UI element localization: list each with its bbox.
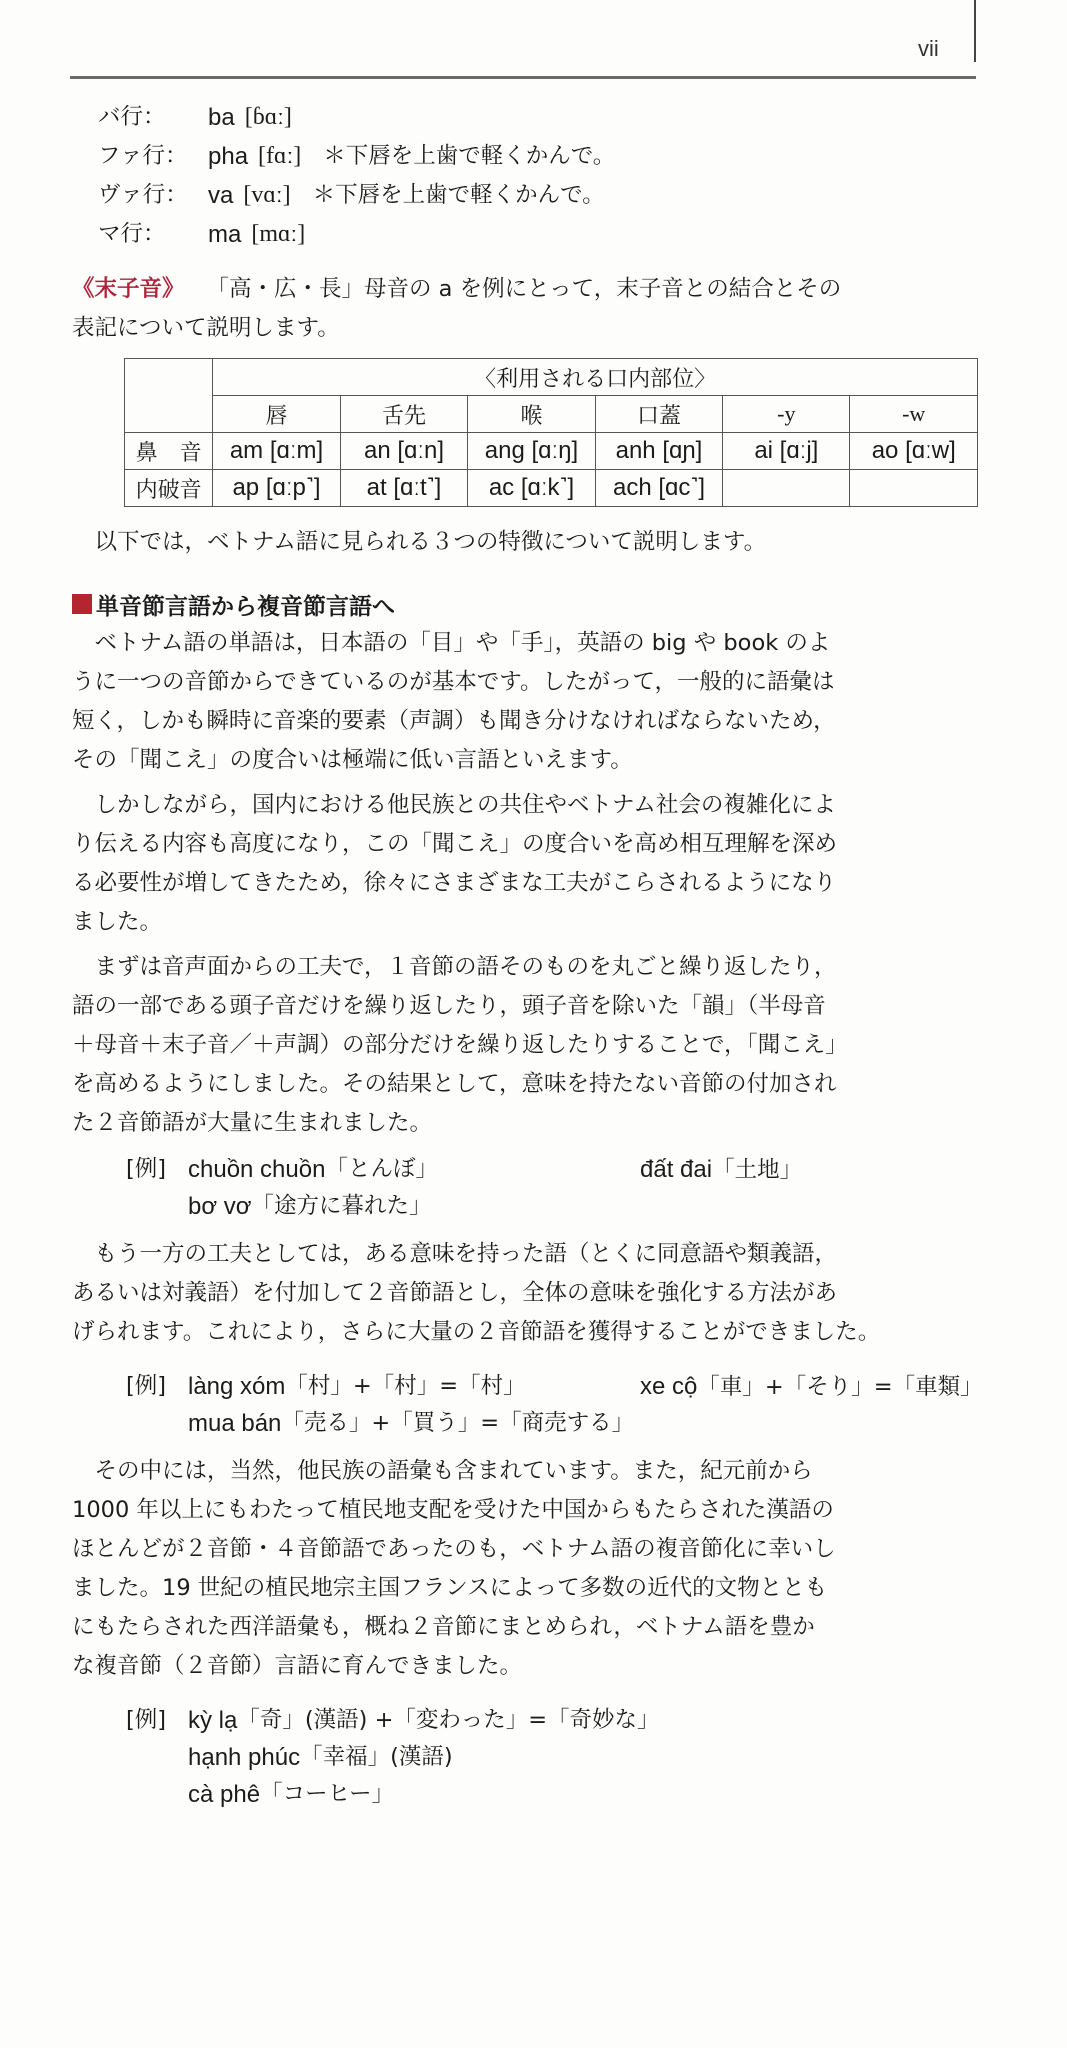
section-heading — [72, 584, 978, 624]
example-gloss: 「幸福」(漢語) — [300, 1744, 453, 1770]
paragraph — [72, 624, 978, 780]
text-line: その中には，当然，他民族の語彙も含まれています。また，紀元前から — [94, 1458, 813, 1484]
column-header: 喉 — [468, 396, 596, 433]
example-block — [72, 1368, 983, 1442]
text-line: もう一方の工夫としては，ある意味を持った語（とくに同意語や類義語， — [94, 1241, 838, 1267]
roman: va — [208, 182, 234, 209]
ipa: [ɓɑː] — [244, 104, 292, 130]
final-consonant-tag: 《末子音》 — [72, 276, 185, 302]
section-title: 単音節言語から複音節言語へ — [96, 593, 395, 620]
table-corner — [125, 359, 213, 433]
example-gloss: 「村」+「村」=「村」 — [285, 1373, 526, 1399]
text-line: あるいは対義語）を付加して２音節語とし，全体の意味を強化する方法があ — [72, 1280, 838, 1306]
example-gloss: 「とんぼ」 — [325, 1156, 438, 1182]
example-tag: [例] — [126, 1707, 167, 1733]
intro-text: 「高・広・長」母音の a を例にとって，末子音との結合とその — [206, 276, 842, 302]
example-block — [72, 1151, 978, 1225]
example-vietnamese: xe cộ — [640, 1373, 698, 1400]
example-gloss: 「車」+「そり」=「車類」 — [697, 1374, 983, 1400]
text-line: り伝える内容も高度になり，この「聞こえ」の度合いを高め相互理解を深め — [72, 831, 838, 857]
text-line: 語の一部である頭子音だけを繰り返したり，頭子音を除いた「韻」（半母音 — [72, 993, 826, 1019]
text-line: ました。 — [72, 909, 163, 935]
example-vietnamese: cà phê — [188, 1781, 261, 1808]
example-gloss: 「土地」 — [712, 1157, 803, 1183]
example-block — [72, 1702, 978, 1813]
example-vietnamese: chuồn chuồn — [188, 1156, 326, 1183]
column-header: -y — [723, 396, 850, 433]
consonant-row — [72, 98, 978, 137]
note: ＊下唇を上歯で軽くかんで。 — [323, 143, 616, 169]
table-cell: ac [ɑːk˺] — [468, 470, 596, 507]
column-header: -w — [850, 396, 978, 433]
row-label: ヴァ行： — [98, 182, 188, 208]
column-header: 舌先 — [340, 396, 467, 433]
column-header: 口蓋 — [595, 396, 722, 433]
final-consonant-intro — [72, 270, 978, 348]
intro-text: 表記について説明します。 — [72, 315, 340, 341]
row-header: 鼻 音 — [125, 433, 213, 470]
table-row — [125, 433, 978, 470]
text-line: しかしながら，国内における他民族との共住やベトナム社会の複雑化によ — [94, 792, 836, 818]
text-line: にもたらされた西洋語彙も，概ね２音節にまとめられ，ベトナム語を豊か — [72, 1614, 815, 1640]
roman: ma — [208, 221, 242, 248]
ipa: [vɑː] — [243, 182, 291, 208]
table-cell: anh [ɑɲ] — [595, 433, 722, 470]
example-tag: [例] — [126, 1156, 167, 1182]
example-vietnamese: mua bán — [188, 1410, 282, 1437]
ipa: [mɑː] — [251, 221, 306, 247]
text-line: 短く，しかも瞬時に音楽的要素（声調）も聞き分けなければならないため， — [72, 708, 836, 734]
square-bullet-icon — [72, 594, 92, 614]
roman: pha — [208, 143, 249, 170]
text-line: た２音節語が大量に生まれました。 — [72, 1110, 433, 1136]
text-line: ＋母音＋末子音／＋声調）の部分だけを繰り返したりすることで，「聞こえ」 — [72, 1032, 848, 1058]
example-vietnamese: bơ vơ — [188, 1193, 252, 1220]
table-cell: at [ɑːt˺] — [340, 470, 467, 507]
example-vietnamese: hạnh phúc — [188, 1744, 301, 1771]
header-vertical-line — [974, 0, 976, 62]
row-label: ファ行： — [98, 143, 188, 169]
table-cell: ai [ɑːj] — [723, 433, 850, 470]
example-vietnamese: làng xóm — [188, 1373, 286, 1400]
example-gloss: 「途方に暮れた」 — [251, 1193, 432, 1219]
example-gloss: 「売る」+「買う」=「商売する」 — [281, 1410, 635, 1436]
text-line: 1000 年以上にもわたって植民地支配を受けた中国からもたらされた漢語の — [72, 1497, 834, 1523]
row-label: バ行： — [98, 104, 166, 130]
consonant-row — [72, 137, 978, 176]
table-cell: ang [ɑːŋ] — [468, 433, 596, 470]
text-line: ました。19 世紀の植民地宗主国フランスによって多数の近代的文物ととも — [72, 1575, 828, 1601]
consonant-row — [72, 215, 978, 254]
table-cell — [850, 470, 978, 507]
example-tag: [例] — [126, 1373, 167, 1399]
paragraph — [72, 1235, 978, 1352]
final-consonant-table — [124, 358, 978, 507]
example-gloss: 「奇」(漢語) +「変わった」=「奇妙な」 — [237, 1707, 660, 1733]
ipa: [fɑː] — [258, 143, 302, 169]
text-line: る必要性が増してきたため，徐々にさまざまな工夫がこらされるようになり — [72, 870, 837, 896]
header-rule — [70, 76, 976, 79]
paragraph — [72, 948, 978, 1143]
text-line: ほとんどが２音節・４音節語であったのも，ベトナム語の複音節化に幸いし — [72, 1536, 836, 1562]
text-line: まずは音声面からの工夫で，１音節の語そのものを丸ごと繰り返したり， — [94, 954, 837, 980]
text-line: うに一つの音節からできているのが基本です。したがって，一般的に語彙は — [72, 669, 835, 695]
table-cell — [723, 470, 850, 507]
text-line: な複音節（２音節）言語に育んできました。 — [72, 1653, 523, 1679]
table-cell: ap [ɑːp˺] — [213, 470, 341, 507]
table-cell: ach [ɑc˺] — [595, 470, 722, 507]
consonant-row — [72, 176, 978, 215]
page-number: vii — [918, 36, 939, 61]
example-vietnamese: đất đai — [640, 1156, 713, 1183]
example-vietnamese: kỳ lạ — [188, 1707, 238, 1734]
table-cell: am [ɑːm] — [213, 433, 341, 470]
example-gloss: 「コーヒー」 — [260, 1781, 395, 1807]
text-line: を高めるようにしました。その結果として，意味を持たない音節の付加され — [72, 1071, 837, 1097]
table-row — [125, 470, 978, 507]
table-cell: ao [ɑːw] — [850, 433, 978, 470]
paragraph — [72, 786, 978, 942]
page-content — [72, 96, 983, 1823]
intro-sentence: 以下では，ベトナム語に見られる３つの特徴について説明します。 — [94, 529, 767, 555]
text-line: げられます。これにより，さらに大量の２音節語を獲得することができました。 — [72, 1319, 881, 1345]
note: ＊下唇を上歯で軽くかんで。 — [312, 182, 605, 208]
paragraph — [72, 1452, 978, 1686]
consonant-list — [72, 98, 978, 254]
text-line: ベトナム語の単語は，日本語の「目」や「手」，英語の big や book のよ — [94, 630, 831, 656]
table-cell: an [ɑːn] — [340, 433, 467, 470]
column-header: 唇 — [213, 396, 341, 433]
table-group-header: 〈利用される口内部位〉 — [213, 359, 978, 396]
roman: ba — [208, 104, 235, 131]
row-label: マ行： — [98, 221, 166, 247]
text-line: その「聞こえ」の度合いは極端に低い言語といえます。 — [72, 747, 633, 773]
row-header: 内破音 — [125, 470, 213, 507]
